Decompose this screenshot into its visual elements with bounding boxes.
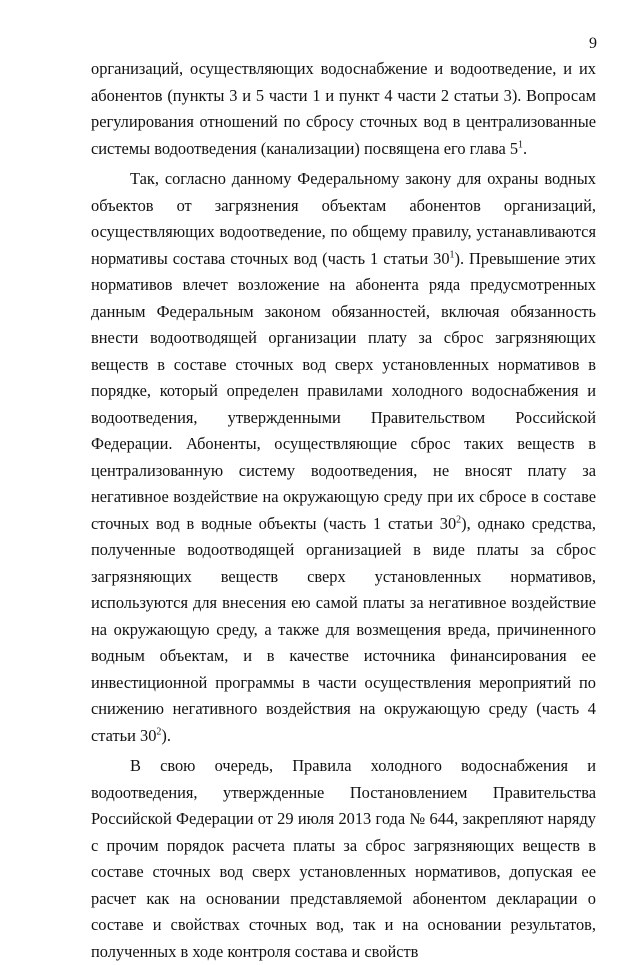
footnote-ref: 2 (156, 726, 162, 738)
text-run: В свою очередь, Правила холодного водоснабжения и водоотведения, утвержденные Постановлением Правительства Российской Федерации от 29 июля 2013 года № 644, закрепляют наряду с прочим порядок расчета платы за сброс загрязняющих веществ в составе сточных вод сверх установленных нормативов, допуская ее расчет как на основании представляемой абонентом декларации о составе и свойствах сточных вод, так и на основании результатов, полученных в ходе контроля состава и свойств (91, 756, 596, 961)
text-run: ), однако средства, полученные водоотводящей организацией в виде платы за сброс загрязняющих веществ сверх установленных нормативов, используются для внесения ею самой платы за негативное воздействие на окружающую среду, а также для возмещения вреда, причиненного водным объектам, и в качестве источника финансирования ее инвестиционной программы в части осуществления мероприятий по снижению негативного воздействия на окружающую среду (часть 4 статьи 30 (91, 513, 596, 745)
text-run: Так, согласно данному Федеральному закону для охраны водных объектов от загрязнения объектам абонентов организаций, осуществляющих водоотведение, по общему правилу, устанавливаются нормативы состава сточных вод (часть 1 статьи 30 (91, 169, 596, 268)
text-run: ). Превышение этих нормативов влечет возложение на абонента ряда предусмотренных данным Федеральным законом обязанностей, включая обязанность внести водоотводящей организации плату за сброс загрязняющих веществ в составе сточных вод сверх установленных нормативов в порядке, который определен правилами холодного водоснабжения и водоотведения, утвержденными Правительством Российской Федерации. Абоненты, осуществляющие сброс таких веществ в централизованную систему водоотведения, не вносят плату за негативное воздействие на окружающую среду при их сбросе в составе сточных вод в водные объекты (часть 1 статьи 30 (91, 248, 596, 533)
text-run: организаций, осуществляющих водоснабжение и водоотведение, и их абонентов (пункты 3 и 5 части 1 и пункт 4 части 2 статьи 3). Вопросам регулирования отношений по сбросу сточных вод в централизованные системы водоотведения (канализации) посвящена его глава 5 (91, 59, 596, 158)
footnote-ref: 1 (518, 139, 524, 151)
footnote-ref: 2 (456, 514, 462, 526)
footnote-ref: 1 (449, 249, 455, 261)
text-run: ). (161, 725, 171, 745)
document-body (91, 56, 596, 965)
paragraph (91, 56, 596, 162)
page-number: 9 (589, 35, 597, 52)
text-run: . (523, 138, 528, 158)
paragraph (91, 753, 596, 965)
paragraph (91, 166, 596, 749)
